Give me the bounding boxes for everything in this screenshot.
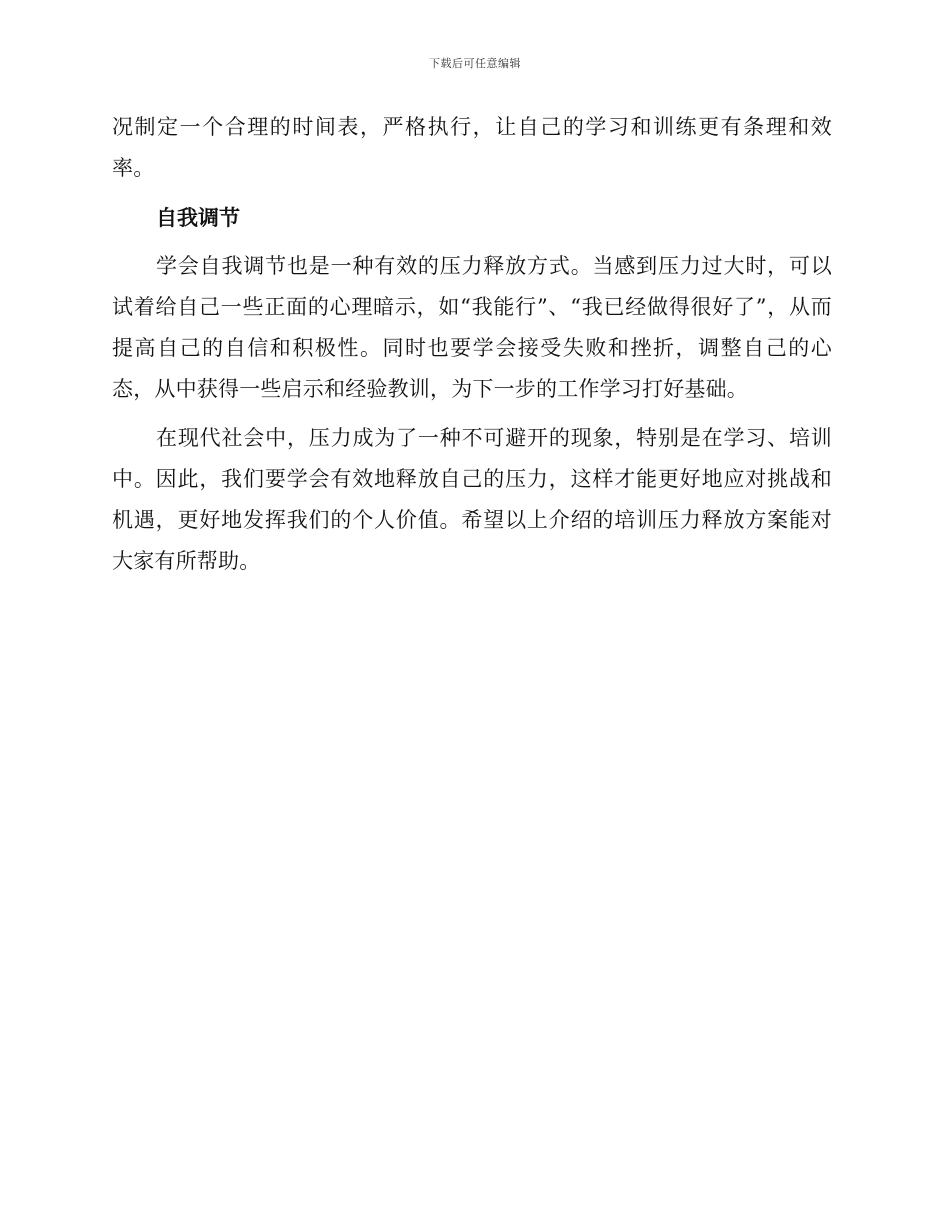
section-heading: 自我调节 xyxy=(156,205,240,230)
page-header: 下载后可任意编辑 xyxy=(429,57,521,70)
paragraph-self-regulation: 学会自我调节也是一种有效的压力释放方式。当感到压力过大时，可以试着给自己一些正面的心理暗示，如“我能行”、“我已经做得很好了”，从而提高自己的自信和积极性。同时也要学会接受失败和挫折，调整自己的心态，从中获得一些启示和经验教训，为下一步的工作学习打好基础。 xyxy=(112,254,832,401)
document-body xyxy=(112,107,832,590)
paragraph-conclusion: 在现代社会中，压力成为了一种不可避开的现象，特别是在学习、培训中。因此，我们要学会有效地释放自己的压力，这样才能更好地应对挑战和机遇，更好地发挥我们的个人价值。希望以上介绍的培训压力释放方案能对大家有所帮助。 xyxy=(112,426,832,573)
paragraph-continued: 况制定一个合理的时间表，严格执行，让自己的学习和训练更有条理和效率。 xyxy=(112,115,832,180)
